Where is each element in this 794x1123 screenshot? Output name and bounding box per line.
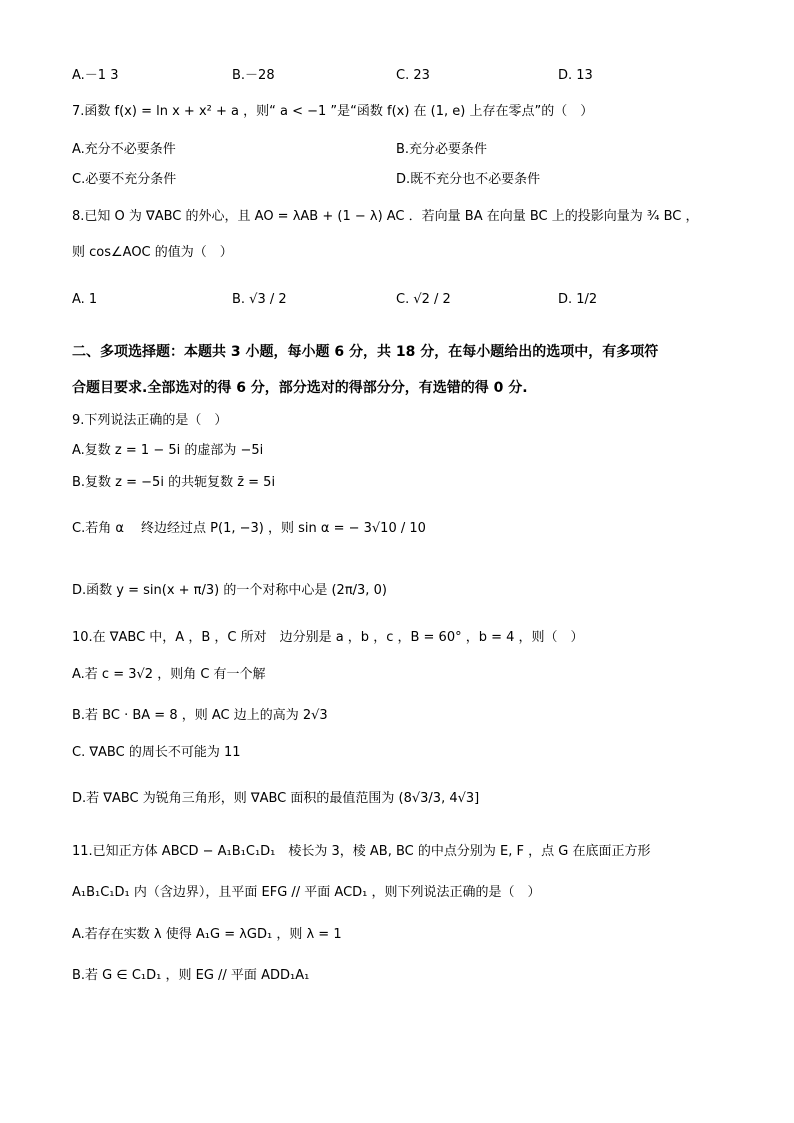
q11-option-b: B.若 G ∈ C₁D₁ ，则 EG // 平面 ADD₁A₁ — [72, 968, 310, 983]
q6-option-a: A.－1 3 — [72, 68, 119, 83]
q6-option-c: C. 23 — [396, 68, 430, 83]
q11-option-a: A.若存在实数 λ 使得 A₁G = λGD₁ ，则 λ = 1 — [72, 927, 342, 942]
section2-heading-line2: 合题目要求.全部选对的得 6 分，部分选对的得部分分，有选错的得 0 分. — [72, 380, 528, 396]
q8-option-d: D. 1/2 — [558, 292, 598, 307]
q9-option-b: B.复数 z = −5i 的共轭复数 z̄ = 5i — [72, 475, 276, 490]
q11-stem-line2: A₁B₁C₁D₁ 内（含边界），且平面 EFG // 平面 ACD₁ ，则下列说法正确的是（ ） — [72, 885, 541, 900]
q8-option-b: B. √3 / 2 — [232, 292, 287, 307]
q10-option-d: D.若 ∇ABC 为锐角三角形，则 ∇ABC 面积的最值范围为 (8√3/3, 4√3] — [72, 791, 480, 806]
q8-option-c: C. √2 / 2 — [396, 292, 451, 307]
q9-option-a: A.复数 z = 1 − 5i 的虚部为 −5i — [72, 443, 264, 458]
q11-stem-line1: 11.已知正方体 ABCD − A₁B₁C₁D₁ 棱长为 3，棱 AB, BC 的中点分别为 E, F ，点 G 在底面正方形 — [72, 844, 651, 859]
q6-option-d: D. 13 — [558, 68, 593, 83]
q10-option-a: A.若 c = 3√2 ，则角 C 有一个解 — [72, 667, 266, 682]
q7-stem: 7.函数 f(x) = ln x + x² + a ，则“ a < −1 ”是“函数 f(x) 在 (1, e) 上存在零点”的（ ） — [72, 104, 594, 119]
q7-option-d: D.既不充分也不必要条件 — [396, 172, 541, 187]
q7-option-b: B.充分必要条件 — [396, 142, 488, 157]
q9-stem: 9.下列说法正确的是（ ） — [72, 413, 228, 428]
q8-option-a: A. 1 — [72, 292, 98, 307]
section2-heading-line1: 二、多项选择题：本题共 3 小题，每小题 6 分，共 18 分，在每小题给出的选项中，有多项符 — [72, 344, 659, 360]
q9-option-c: C.若角 α 终边经过点 P(1, −3) ，则 sin α = − 3√10 / 10 — [72, 521, 426, 536]
q10-option-c: C. ∇ABC 的周长不可能为 11 — [72, 745, 241, 760]
q6-option-b: B.－28 — [232, 68, 275, 83]
q8-stem-line2: 则 cos∠AOC 的值为（ ） — [72, 245, 233, 260]
q7-option-c: C.必要不充分条件 — [72, 172, 177, 187]
q7-option-a: A.充分不必要条件 — [72, 142, 176, 157]
q10-stem: 10.在 ∇ABC 中，A ，B ，C 所对 边分别是 a ，b ，c ，B = 60° ，b = 4 ，则（ ） — [72, 630, 584, 645]
q9-option-d: D.函数 y = sin(x + π/3) 的一个对称中心是 (2π/3, 0) — [72, 583, 387, 598]
q8-stem-line1: 8.已知 O 为 ∇ABC 的外心，且 AO = λAB + (1 − λ) AC ．若向量 BA 在向量 BC 上的投影向量为 ³⁄₄ BC ， — [72, 209, 699, 224]
q10-option-b: B.若 BC · BA = 8 ，则 AC 边上的高为 2√3 — [72, 708, 328, 723]
